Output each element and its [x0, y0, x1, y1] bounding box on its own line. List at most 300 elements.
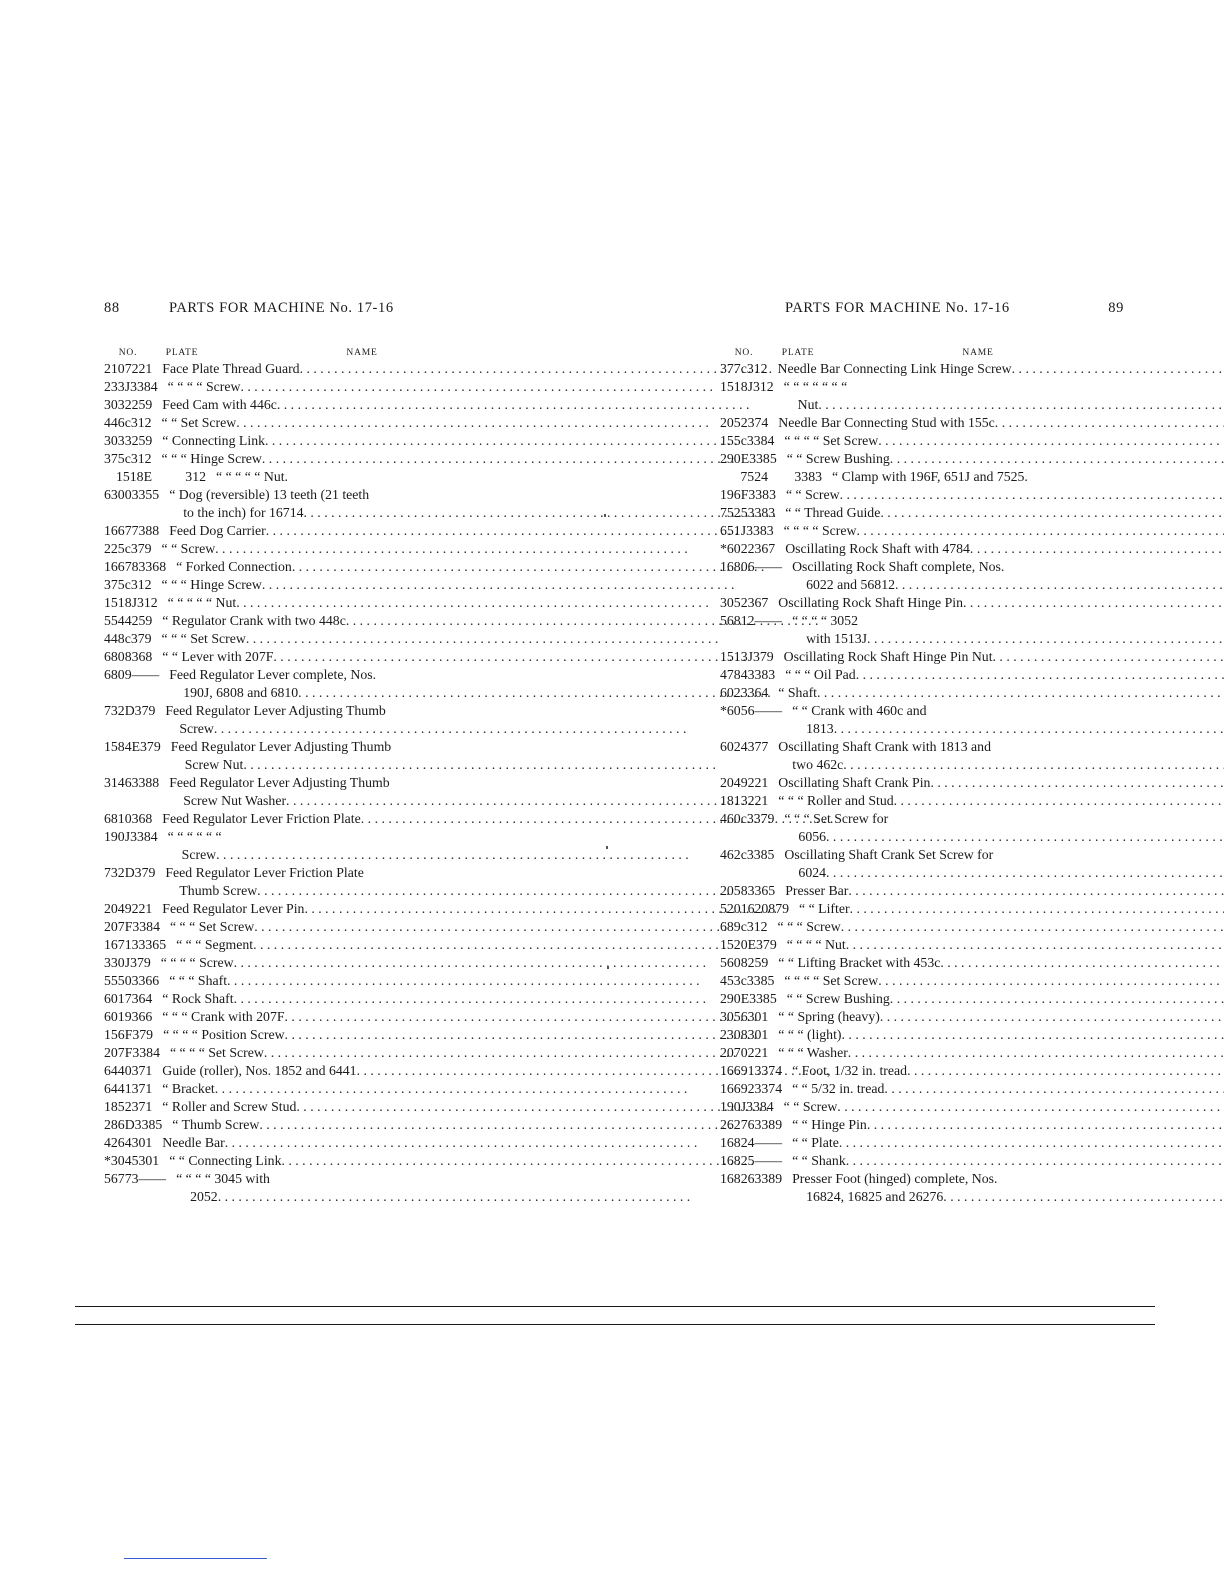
- table-row: [104, 1044, 508, 1062]
- part-name-line: [216, 468, 508, 486]
- part-name: [792, 612, 1224, 648]
- part-name-line: [171, 738, 716, 756]
- part-name: [163, 1026, 757, 1044]
- table-row: [104, 396, 508, 414]
- part-name-text: “ Clamp with 196F, 651J and 7525.: [832, 469, 1028, 484]
- part-name-text: “ “ “ “ Screw: [167, 379, 241, 394]
- part-name-line: [168, 828, 689, 846]
- part-name-line: [792, 558, 1224, 576]
- part-name-line: [784, 810, 1224, 828]
- part-name-text: “ “ “ Segment: [176, 937, 254, 952]
- dot-leader: [817, 684, 1224, 702]
- part-name-text: Presser Bar: [785, 883, 849, 898]
- part-number: 225c: [104, 541, 131, 556]
- part-number: 5550: [104, 973, 132, 988]
- part-name-text: Feed Cam with 446c: [162, 397, 277, 412]
- part-name-line: [778, 1044, 1224, 1062]
- table-row: [720, 1026, 1124, 1044]
- part-name-text: “ “ “ Screw: [777, 919, 841, 934]
- part-name-line: [792, 1080, 1224, 1098]
- part-name: [792, 1170, 1224, 1206]
- part-name: [787, 990, 1224, 1008]
- left-page: [104, 300, 508, 1206]
- part-name-text: “ “ Lifter: [799, 901, 850, 916]
- plate-number: 3385: [746, 973, 775, 988]
- part-name-text: Presser Foot (hinged) complete, Nos.: [792, 1171, 998, 1186]
- part-name-line: [162, 1080, 687, 1098]
- dot-leader: [884, 1080, 1224, 1098]
- dot-leader: [262, 576, 735, 594]
- part-name-text: “ Dog (reversible) 13 teeth (21 teeth: [169, 487, 370, 502]
- part-name: [778, 918, 1224, 936]
- dot-leader: [285, 1008, 758, 1026]
- part-name: [778, 1044, 1224, 1062]
- dot-leader: [273, 648, 746, 666]
- plate-number: 301: [747, 1027, 769, 1042]
- part-name-text: “ “ Screw Bushing: [786, 991, 890, 1006]
- table-row: [104, 1170, 508, 1206]
- part-name: [784, 648, 1224, 666]
- part-number: 190J: [104, 829, 131, 844]
- header-no: NO.: [734, 348, 754, 358]
- part-number: 1584E: [104, 739, 141, 754]
- part-name-line: [778, 756, 1224, 774]
- part-name-text: two 462c: [792, 757, 844, 772]
- dot-leader: [257, 882, 730, 900]
- part-name-line: [163, 1026, 757, 1044]
- part-name: [784, 846, 1224, 882]
- part-name-text: “ “ “ Hinge Screw: [161, 451, 262, 466]
- dot-leader: [826, 828, 1224, 846]
- part-name: [170, 1044, 736, 1062]
- part-name-line: [165, 882, 729, 900]
- plate-number: ——: [754, 1153, 783, 1168]
- plate-number: 312: [746, 361, 768, 376]
- dot-leader: [259, 1116, 732, 1134]
- part-name: [784, 522, 1224, 540]
- part-name: [778, 1008, 1224, 1026]
- part-name: [799, 900, 1224, 918]
- part-name-text: “ “ “ Oil Pad: [785, 667, 856, 682]
- dot-leader: [995, 414, 1224, 432]
- part-name-text: Feed Regulator Lever Adjusting Thumb: [169, 775, 390, 790]
- table-row: [720, 1152, 1124, 1170]
- plate-number: 3384: [746, 1099, 774, 1114]
- plate-number: 3379: [746, 811, 775, 826]
- part-name-text: “ “ “ Washer: [778, 1045, 848, 1060]
- part-name-line: [778, 738, 1224, 756]
- part-name-text: 6022 and 56812: [806, 577, 895, 592]
- part-name-text: “ “ Screw Bushing: [786, 451, 890, 466]
- table-row: [720, 1008, 1124, 1026]
- part-name-text: “ Foot, 1/32 in. tread: [792, 1063, 908, 1078]
- part-name-line: [778, 684, 1224, 702]
- part-name-text: “ Thumb Screw: [172, 1117, 260, 1132]
- table-row: [720, 432, 1124, 450]
- plate-number: 388: [138, 523, 160, 538]
- plate-number: 221: [131, 361, 153, 376]
- part-number: 6300: [104, 487, 132, 502]
- header-plate: PLATE: [781, 348, 815, 358]
- table-row: [104, 738, 508, 774]
- part-name-text: Feed Regulator Lever Friction Plate: [165, 865, 364, 880]
- table-row: [104, 1008, 508, 1026]
- dot-leader: [834, 720, 1224, 738]
- part-name-line: [162, 1008, 757, 1026]
- dot-leader: [850, 900, 1224, 918]
- part-name-line: [778, 792, 1224, 810]
- part-name: [162, 576, 735, 594]
- dot-leader: [218, 1188, 691, 1206]
- part-number: 196F: [720, 487, 749, 502]
- part-name-line: [784, 432, 1224, 450]
- part-name: [176, 1170, 690, 1206]
- parts-list: [104, 360, 508, 1206]
- plate-number: 3383: [748, 487, 776, 502]
- part-name-line: [176, 936, 726, 954]
- part-name-text: “ “ “ “ “ “: [167, 829, 222, 844]
- part-name-line: [165, 864, 729, 882]
- part-number: 6023: [720, 685, 748, 700]
- part-name-line: [792, 576, 1224, 594]
- part-name: [169, 972, 699, 990]
- part-name-text: “ “ “ Set Screw: [161, 631, 246, 646]
- part-number: 6024: [720, 739, 748, 754]
- part-name-text: to the inch) for 16714: [183, 505, 304, 520]
- part-name-text: 16824, 16825 and 26276: [806, 1189, 944, 1204]
- part-name-line: [787, 936, 1224, 954]
- header-no: NO.: [118, 348, 138, 358]
- part-name-text: “ “ “ Shaft: [169, 973, 228, 988]
- scan-speck: [606, 846, 608, 849]
- dot-leader: [246, 630, 719, 648]
- plate-number: 312: [752, 379, 774, 394]
- table-row: [720, 558, 1124, 594]
- table-row: [720, 594, 1124, 612]
- table-row: [720, 810, 1124, 846]
- part-name: [784, 432, 1224, 450]
- part-name-line: [792, 1188, 1224, 1206]
- dot-leader: [848, 1044, 1224, 1062]
- part-number: 2070: [720, 1045, 748, 1060]
- part-name: [792, 1152, 1224, 1170]
- dot-leader: [895, 576, 1224, 594]
- part-number: 375c: [104, 577, 131, 592]
- dot-leader: [878, 972, 1224, 990]
- plate-number: 371: [131, 1099, 153, 1114]
- part-number: 462c: [720, 847, 747, 862]
- part-number: 156F: [104, 1027, 133, 1042]
- part-name-line: [778, 594, 1224, 612]
- table-row: [720, 774, 1124, 792]
- part-name-line: [165, 720, 686, 738]
- plate-number: ——: [754, 613, 783, 628]
- part-number: 16691: [720, 1063, 755, 1078]
- part-name-line: [169, 504, 776, 522]
- running-head: [720, 300, 1124, 326]
- part-number: 6019: [104, 1009, 132, 1024]
- plate-number: 259: [131, 613, 153, 628]
- dot-leader: [215, 540, 688, 558]
- part-name: [176, 936, 726, 954]
- part-name: [170, 918, 727, 936]
- header-name: NAME: [346, 348, 378, 358]
- plate-number: 3389: [754, 1117, 783, 1132]
- part-name-line: [784, 1098, 1224, 1116]
- part-name: [778, 414, 1224, 432]
- part-number: 2058: [720, 883, 748, 898]
- part-name-text: “ “ Set Screw: [161, 415, 237, 430]
- part-name-text: “ “ “ “ “ “ “: [783, 379, 848, 394]
- table-row: [720, 414, 1124, 432]
- plate-number: 3384: [132, 919, 160, 934]
- part-name: [792, 1080, 1224, 1098]
- part-number: 448c: [104, 631, 131, 646]
- part-name-text: “ “ “ “ “ Nut: [167, 595, 237, 610]
- part-name: [787, 450, 1224, 468]
- part-number: *6022: [720, 541, 755, 556]
- plate-number: 3384: [132, 1045, 160, 1060]
- dot-leader: [963, 594, 1224, 612]
- part-number: 16806: [720, 559, 755, 574]
- dot-leader: [234, 954, 707, 972]
- part-number: 2308: [720, 1027, 748, 1042]
- part-name: [785, 666, 1224, 684]
- part-name-text: Feed Dog Carrier: [169, 523, 266, 538]
- part-number: 16825: [720, 1153, 755, 1168]
- dot-leader: [940, 954, 1224, 972]
- part-name: [171, 738, 716, 774]
- dot-leader: [281, 1152, 754, 1170]
- part-name-line: [778, 360, 1224, 378]
- scan-speck: [604, 514, 606, 517]
- part-name-line: [162, 630, 719, 648]
- part-name: [778, 1026, 1224, 1044]
- part-name-text: 190J, 6808 and 6810: [183, 685, 299, 700]
- header-plate: PLATE: [165, 348, 199, 358]
- part-number: 2049: [720, 775, 748, 790]
- part-name-text: “ “ “ Set Screw for: [784, 811, 889, 826]
- part-name-line: [169, 792, 758, 810]
- scan-rule-top: [75, 1306, 1155, 1307]
- page-number: 89: [1108, 300, 1124, 316]
- part-number: 446c: [104, 415, 131, 430]
- part-name-line: [161, 954, 706, 972]
- plate-number: 379: [756, 937, 777, 952]
- table-row: [720, 1080, 1124, 1098]
- part-name-text: Oscillating Shaft Crank Set Screw for: [784, 847, 994, 862]
- part-name-line: [778, 774, 1224, 792]
- dot-leader: [943, 1188, 1224, 1206]
- dot-leader: [842, 1026, 1224, 1044]
- part-name-line: [169, 972, 699, 990]
- part-number: 1852: [104, 1099, 132, 1114]
- part-number: 7525: [720, 505, 748, 520]
- part-name: [162, 900, 777, 918]
- part-number: 4264: [104, 1135, 132, 1150]
- dot-leader: [215, 1080, 688, 1098]
- part-name-text: Thumb Screw: [179, 883, 258, 898]
- part-name-text: “ “ Screw: [161, 541, 216, 556]
- part-name-line: [792, 1170, 1224, 1188]
- part-name-line: [784, 864, 1224, 882]
- dot-leader: [856, 522, 1224, 540]
- part-name-line: [172, 1116, 732, 1134]
- table-row: [104, 1062, 508, 1080]
- part-name-line: [162, 540, 688, 558]
- part-name-text: “ “ “ “ Nut: [786, 937, 846, 952]
- table-row: [720, 1170, 1124, 1206]
- table-row: [720, 882, 1124, 900]
- part-name: [832, 468, 1124, 486]
- dot-leader: [993, 648, 1224, 666]
- part-name: [169, 522, 738, 540]
- part-name-line: [785, 540, 1224, 558]
- part-number: 3032: [104, 397, 132, 412]
- part-name: [792, 702, 1224, 738]
- part-name-line: [162, 1134, 697, 1152]
- part-name: [168, 594, 709, 612]
- column-headers: [720, 340, 1124, 358]
- part-name-text: “ Roller and Screw Stud: [162, 1099, 297, 1114]
- part-name-line: [169, 522, 738, 540]
- part-name: [778, 738, 1224, 774]
- part-name: [792, 1134, 1224, 1152]
- part-name: [784, 972, 1224, 990]
- plate-number: 312: [130, 415, 152, 430]
- table-row: [104, 918, 508, 936]
- part-number: 1518E: [115, 469, 152, 484]
- part-name-line: [162, 414, 709, 432]
- part-name-line: [787, 450, 1224, 468]
- part-number: 290E: [720, 991, 750, 1006]
- plate-number: 312: [185, 469, 206, 484]
- part-number: 3056: [720, 1009, 748, 1024]
- part-number: 1518J: [104, 595, 137, 610]
- part-number: 3146: [104, 775, 132, 790]
- table-row: [104, 1152, 508, 1170]
- plate-number: 221: [747, 793, 769, 808]
- dot-leader: [880, 504, 1224, 522]
- table-row: [104, 360, 508, 378]
- part-number: 2049: [104, 901, 132, 916]
- plate-number: 3384: [130, 379, 158, 394]
- part-name-text: 6056: [798, 829, 827, 844]
- dot-leader: [878, 432, 1224, 450]
- part-number: 207F: [104, 1045, 133, 1060]
- part-number: 330J: [104, 955, 131, 970]
- table-row: [104, 522, 508, 540]
- part-name-text: “ “ Thread Guide: [785, 505, 881, 520]
- part-name-text: Face Plate Thread Guard: [162, 361, 300, 376]
- part-number: 6809: [104, 667, 132, 682]
- dot-leader: [300, 360, 773, 378]
- part-name-text: “ “ “ “ Set Screw: [784, 433, 879, 448]
- part-name-text: Feed Regulator Lever Friction Plate: [162, 811, 361, 826]
- plate-number: 371: [131, 1063, 153, 1078]
- dot-leader: [304, 900, 777, 918]
- dot-leader: [292, 558, 765, 576]
- part-name-text: “ Shaft: [778, 685, 817, 700]
- table-row: [720, 468, 1124, 486]
- dot-leader: [894, 792, 1224, 810]
- part-name-text: “ “ “ “ Set Screw: [784, 973, 879, 988]
- dot-leader: [970, 540, 1224, 558]
- plate-number: 379: [140, 739, 161, 754]
- column-headers: [104, 340, 508, 358]
- part-name-line: [169, 486, 776, 504]
- part-number: 286D: [104, 1117, 135, 1132]
- plate-number: 259: [131, 397, 153, 412]
- part-number: 732D: [104, 865, 135, 880]
- plate-number: 312: [136, 595, 158, 610]
- part-number: 3052: [720, 595, 748, 610]
- part-name-line: [162, 1098, 769, 1116]
- part-name: [784, 378, 1224, 414]
- dot-leader: [225, 1134, 698, 1152]
- part-name-text: Screw: [181, 847, 217, 862]
- plate-number: 3383: [747, 505, 776, 520]
- part-number: 16678: [104, 559, 139, 574]
- part-name-line: [784, 522, 1224, 540]
- part-name-line: [778, 1008, 1224, 1026]
- part-name-text: Nut: [797, 397, 819, 412]
- dot-leader: [907, 1062, 1224, 1080]
- part-name-line: [787, 990, 1224, 1008]
- part-name-line: [169, 1152, 754, 1170]
- table-row: [720, 990, 1124, 1008]
- part-name-line: [176, 1188, 690, 1206]
- parts-list: [720, 360, 1124, 1206]
- dot-leader: [840, 486, 1224, 504]
- part-name: [162, 396, 749, 414]
- part-name-line: [171, 756, 716, 774]
- plate-number: 379: [134, 703, 156, 718]
- part-name-text: Screw: [179, 721, 214, 736]
- part-name-line: [165, 702, 686, 720]
- part-name-line: [784, 648, 1224, 666]
- part-name-line: [792, 720, 1224, 738]
- part-name-text: “ “ Plate: [792, 1135, 839, 1150]
- part-name-text: 1813: [806, 721, 834, 736]
- dot-leader: [298, 684, 771, 702]
- dot-leader: [253, 936, 726, 954]
- dot-leader: [867, 1116, 1224, 1134]
- table-row: [104, 558, 508, 576]
- part-name: [216, 468, 508, 486]
- part-number: 6440: [104, 1063, 132, 1078]
- plate-number: ——: [754, 1135, 783, 1150]
- plate-number: 259: [131, 433, 153, 448]
- table-row: [104, 468, 508, 486]
- part-name-line: [169, 684, 771, 702]
- part-number: 16826: [720, 1171, 755, 1186]
- plate-number: 3384: [746, 433, 775, 448]
- table-row: [720, 846, 1124, 882]
- part-name: [792, 558, 1224, 594]
- part-number: 16677: [104, 523, 139, 538]
- part-name-text: Oscillating Shaft Crank Pin: [778, 775, 931, 790]
- part-name-line: [162, 432, 737, 450]
- plate-number: 221: [747, 775, 769, 790]
- part-name-line: [792, 1152, 1224, 1170]
- part-name-line: [170, 918, 727, 936]
- part-name-text: Feed Regulator Lever Adjusting Thumb: [170, 739, 392, 754]
- part-name-text: “ “ “ “ 3045 with: [176, 1171, 270, 1186]
- table-row: [720, 972, 1124, 990]
- plate-number: 3374: [754, 1063, 783, 1078]
- part-name: [162, 1080, 687, 1098]
